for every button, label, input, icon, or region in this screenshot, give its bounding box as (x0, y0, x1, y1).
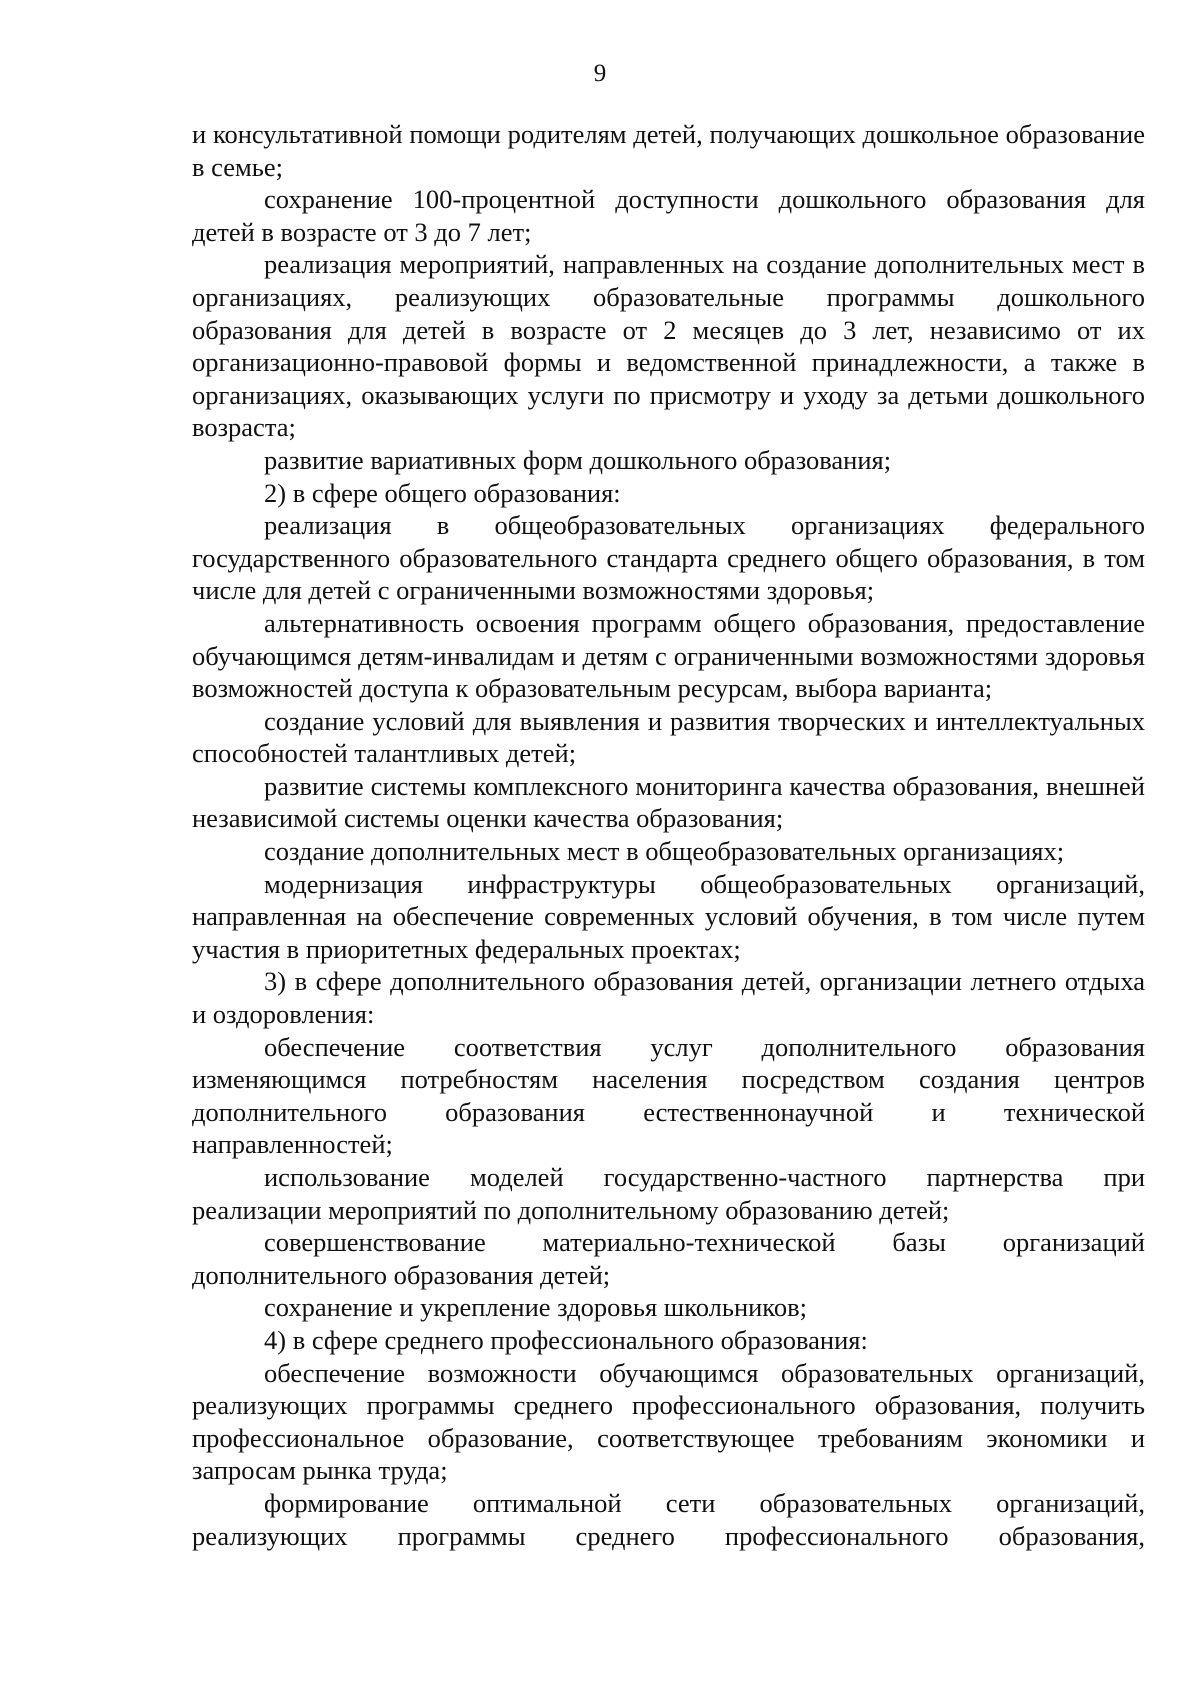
paragraph: развитие вариативных форм дошкольного образования; (264, 444, 892, 475)
paragraph: обеспечение соответствия услуг дополнительного образования изменяющимся потребностям населения посредством создания центров дополнительного образования естественнонаучной и технической направленностей; (192, 1031, 1145, 1160)
section-heading: 3) в сфере дополнительного образования детей, организации летнего отдыха и оздоровления: (192, 966, 1145, 1030)
paragraph: реализация мероприятий, направленных на создание дополнительных мест в организациях, реализующих образовательные программы дошкольного образования для детей в возрасте от 2 месяцев до 3 лет, независимо от их организационно-правовой формы и ведомственной принадлежности, а также в организациях, оказывающих услуги по присмотру и уходу за детьми дошкольного возраста; (192, 249, 1145, 443)
section-heading: 4) в сфере среднего профессионального образования: (264, 1324, 868, 1355)
paragraph: реализация в общеобразовательных организациях федерального государственного образовательного стандарта среднего общего образования, в том числе для детей с ограниченными возможностями здоровья; (192, 510, 1145, 606)
paragraph: альтернативность освоения программ общего образования, предоставление обучающимся детям-инвалидам и детям с ограниченными возможностями здоровья возможностей доступа к образовательным ресурсам, выбора варианта; (192, 607, 1145, 704)
paragraph: сохранение 100-процентной доступности дошкольного образования для детей в возрасте от 3 до 7 лет; (192, 184, 1145, 247)
paragraph: развитие системы комплексного мониторинга качества образования, внешней независимой системы оценки качества образования; (192, 770, 1145, 834)
paragraph: формирование оптимальной сети образовательных организаций, реализующих программы среднего профессионального образования, (192, 1487, 1145, 1551)
paragraph: использование моделей государственно-частного партнерства при реализации мероприятий по дополнительному образованию детей; (192, 1162, 1145, 1225)
paragraph: совершенствование материально-технической базы организаций дополнительного образования детей; (192, 1227, 1145, 1290)
paragraph: создание дополнительных мест в общеобразовательных организациях; (264, 836, 1065, 867)
paragraph: создание условий для выявления и развития творческих и интеллектуальных способностей талантливых детей; (192, 705, 1145, 769)
document-body (192, 118, 1145, 1552)
paragraph: сохранение и укрепление здоровья школьников; (264, 1292, 807, 1323)
page-number: 9 (593, 60, 607, 87)
paragraph: и консультативной помощи родителям детей, получающих дошкольное образование в семье; (192, 119, 1145, 182)
section-heading: 2) в сфере общего образования: (264, 477, 621, 508)
paragraph: модернизация инфраструктуры общеобразовательных организаций, направленная на обеспечение современных условий обучения, в том числе путем участия в приоритетных федеральных проектах; (192, 868, 1145, 964)
paragraph: обеспечение возможности обучающимся образовательных организаций, реализующих программы среднего профессионального образования, получить профессиональное образование, соответствующее требованиям экономики и запросам рынка труда; (192, 1357, 1145, 1486)
